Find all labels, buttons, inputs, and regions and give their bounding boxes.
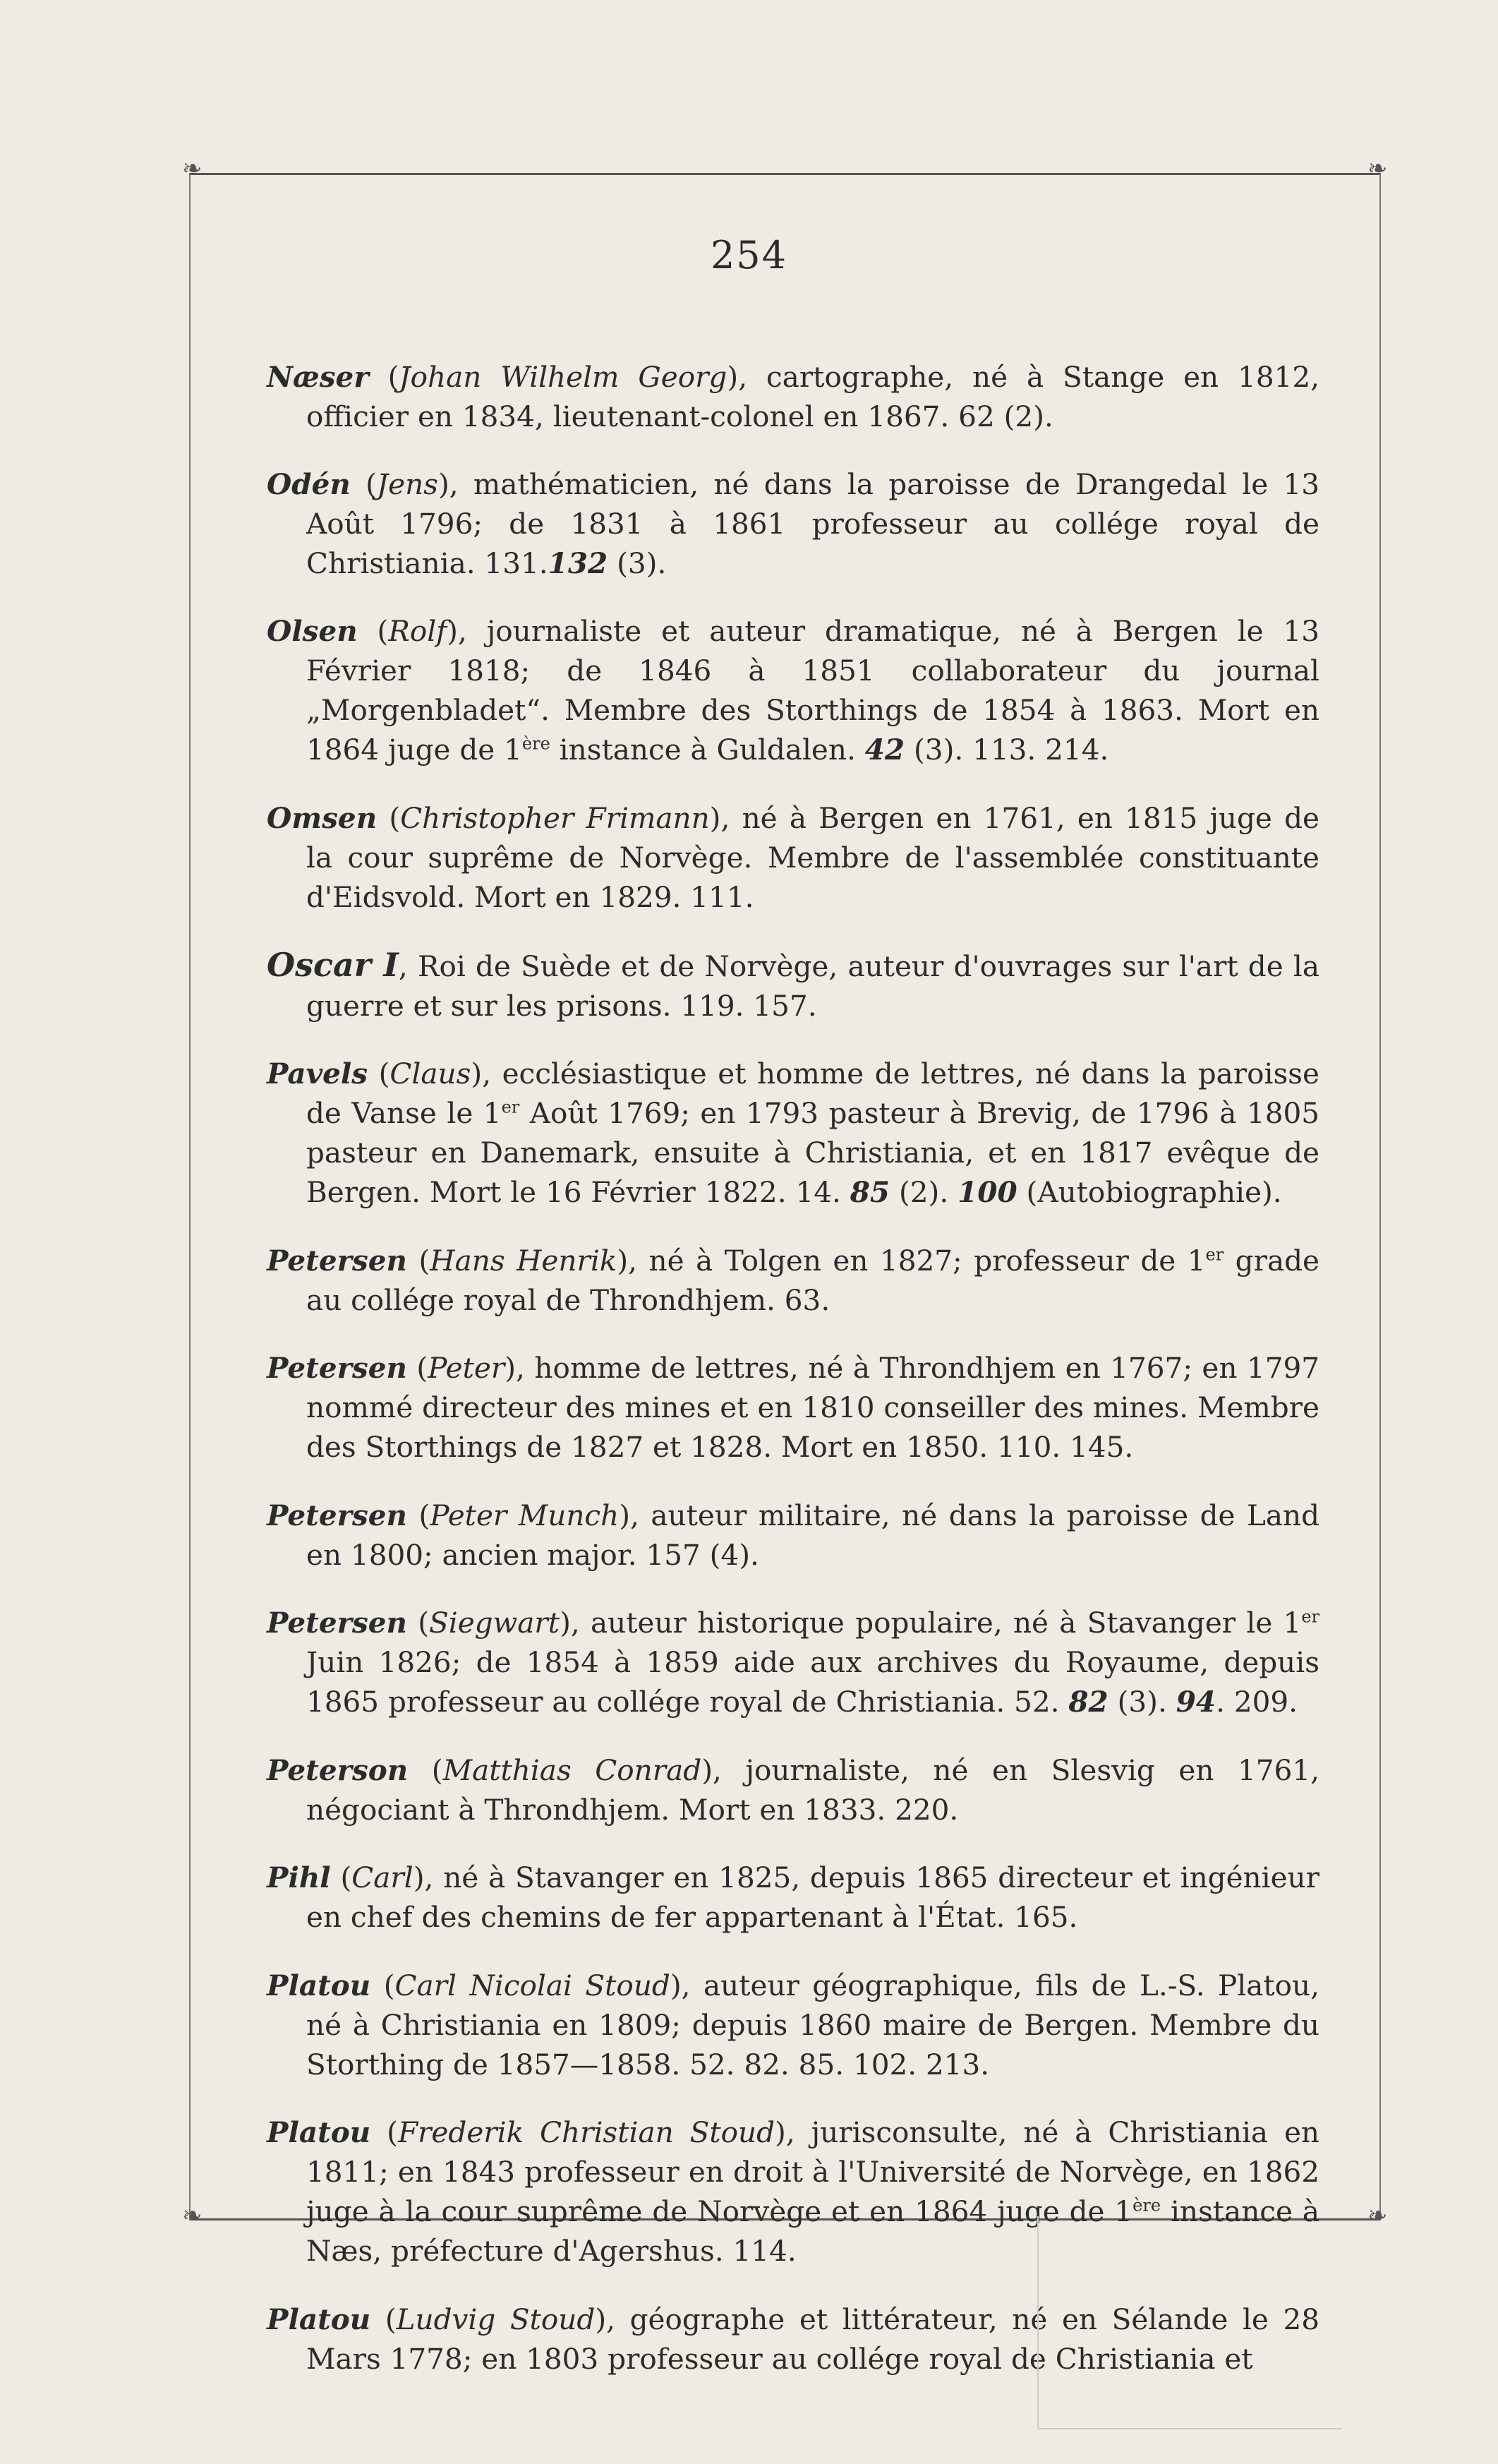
- biographical-entries: [267, 328, 1319, 2391]
- entry-text: né à Bergen en 1761, en 1815 juge de la cour suprême de Norvège. Membre de l'assemblée constituante d'Eidsvold. Mort en 1829. 111.: [306, 800, 1319, 914]
- entry-text-continued: grade au collége royal de Throndhjem. 63.: [306, 1243, 1319, 1317]
- entry: Petersen (Peter), homme de lettres, né à Throndhjem en 1767; en 1797 nommé directeur des mines et en 1810 conseiller des mines. Membre des Storthings de 1827 et 1828. Mort en 1850. 110. 145.: [267, 1351, 1319, 1464]
- page-shadow-tab: [1037, 2216, 1342, 2429]
- entry-given-names: Rolf: [388, 614, 447, 648]
- entry-text-continued: Juin 1826; de 1854 à 1859 aide aux archives du Royaume, depuis 1865 professeur au collége royal de Christiania. 52.: [306, 1645, 1319, 1719]
- entry: Næser (Johan Wilhelm Georg), cartographe, né à Stange en 1812, officier en 1834, lieutenant-colonel en 1867. 62 (2).: [267, 359, 1319, 433]
- entry-reference-bold: 132: [548, 546, 608, 580]
- entry-surname: Pihl: [267, 1861, 331, 1894]
- entry-surname: Pavels: [267, 1057, 368, 1090]
- entry-given-names: Christopher Frimann: [400, 800, 710, 835]
- entry-given-names: Frederik Christian Stoud: [397, 2115, 775, 2149]
- entry-given-names: Johan Wilhelm Georg: [399, 359, 727, 394]
- corner-ornament-bottom-right-icon: ❧: [1367, 2201, 1388, 2230]
- entry-surname: Platou: [267, 2115, 371, 2149]
- entry: Pihl (Carl), né à Stavanger en 1825, depuis 1865 directeur et ingénieur en chef des chemins de fer appartenant à l'État. 165.: [267, 1861, 1319, 1934]
- entry-reference-bold: 85: [850, 1175, 890, 1209]
- entry-surname: Næser: [267, 359, 369, 394]
- entry-given-names: Peter: [428, 1351, 505, 1385]
- entry-given-names: Siegwart: [429, 1606, 560, 1640]
- entry-reference-tail: (3). 113. 214.: [905, 733, 1109, 767]
- entry-surname: Petersen: [267, 1498, 407, 1532]
- entry-given-names: Hans Henrik: [430, 1243, 617, 1278]
- entry-reference-tail: (3).: [1108, 1685, 1176, 1719]
- entry-text: ecclésiastique et homme de lettres, né dans la paroisse de Vanse le 1: [306, 1057, 1319, 1130]
- entry-text: journaliste, né en Slesvig en 1761, négociant à Throndhjem. Mort en 1833. 220.: [306, 1753, 1319, 1827]
- entry: Omsen (Christopher Frimann), né à Bergen en 1761, en 1815 juge de la cour suprême de Norvège. Membre de l'assemblée constituante d'Eidsvold. Mort en 1829. 111.: [267, 800, 1319, 914]
- entry-surname: Peterson: [267, 1753, 409, 1787]
- entry: Petersen (Siegwart), auteur historique populaire, né à Stavanger le 1er Juin 1826; de 1854 à 1859 aide aux archives du Royaume, depuis 1865 professeur au collége royal de Christiania. 52. 82 (3). 94. 209.: [267, 1606, 1319, 1719]
- entry-text: homme de lettres, né à Throndhjem en 1767; en 1797 nommé directeur des mines et en 1810 conseiller des mines. Membre des Storthings de 1827 et 1828. Mort en 1850. 110. 145.: [306, 1351, 1319, 1464]
- entry-reference-tail: (Autobiographie).: [1017, 1175, 1282, 1209]
- entry-superscript: er: [1301, 1606, 1319, 1627]
- entry-reference-tail: . 209.: [1216, 1685, 1298, 1719]
- entry-text: mathématicien, né dans la paroisse de Drangedal le 13 Août 1796; de 1831 à 1861 professeur au collége royal de Christiania. 131.: [306, 467, 1319, 580]
- entry-text: auteur historique populaire, né à Stavanger le 1: [590, 1606, 1302, 1640]
- entry: Peterson (Matthias Conrad), journaliste, né en Slesvig en 1761, négociant à Throndhjem. Mort en 1833. 220.: [267, 1753, 1319, 1827]
- entry-reference-bold: 94: [1176, 1685, 1216, 1719]
- entry: Petersen (Hans Henrik), né à Tolgen en 1827; professeur de 1er grade au collége royal de Throndhjem. 63.: [267, 1243, 1319, 1317]
- entry: Pavels (Claus), ecclésiastique et homme de lettres, né dans la paroisse de Vanse le 1er Août 1769; en 1793 pasteur à Brevig, de 1796 à 1805 pasteur en Danemark, ensuite à Christiania, et en 1817 evêque de Bergen. Mort le 16 Février 1822. 14. 85 (2). 100 (Autobiographie).: [267, 1057, 1320, 1209]
- entry-surname: Petersen: [267, 1606, 407, 1640]
- entry: Oscar I, Roi de Suède et de Norvège, auteur d'ouvrages sur l'art de la guerre et sur les prisons. 119. 157.: [267, 946, 1319, 1023]
- entry-reference-bold: 100: [958, 1175, 1017, 1209]
- entry-text: jurisconsulte, né à Christiania en 1811; en 1843 professeur en droit à l'Université de Norvège, en 1862 juge à la cour suprême de Norvège et en 1864 juge de 1: [306, 2115, 1320, 2228]
- entry-given-names: Matthias Conrad: [442, 1753, 702, 1787]
- entry-superscript: ère: [521, 733, 550, 754]
- entry-reference-tail: (2).: [890, 1175, 958, 1209]
- corner-ornament-top-right-icon: ❧: [1367, 155, 1388, 183]
- entry-reference-bold: 82: [1068, 1685, 1109, 1719]
- entry-reference-tail: (3).: [608, 546, 667, 580]
- entry-text: auteur géographique, fils de L.-S. Platou, né à Christiania en 1809; depuis 1860 maire de Bergen. Membre du Storthing de 1857—1858. 52. 82. 85. 102. 213.: [306, 1968, 1320, 2081]
- entry: Olsen (Rolf), journaliste et auteur dramatique, né à Bergen le 13 Février 1818; de 1846 à 1851 collaborateur du journal „Morgenbladet“. Membre des Storthings de 1854 à 1863. Mort en 1864 juge de 1ère instance à Guldalen. 42 (3). 113. 214.: [267, 614, 1319, 767]
- entry-text: né à Stavanger en 1825, depuis 1865 directeur et ingénieur en chef des chemins de fer appartenant à l'État. 165.: [306, 1861, 1319, 1934]
- entry-surname: Platou: [267, 2302, 371, 2336]
- entry-surname: Petersen: [267, 1243, 407, 1278]
- page-number: 254: [710, 233, 788, 277]
- entry-given-names: Carl Nicolai Stoud: [394, 1968, 670, 2002]
- entry-given-names: Claus: [389, 1057, 471, 1090]
- entry: Petersen (Peter Munch), auteur militaire, né dans la paroisse de Land en 1800; ancien major. 157 (4).: [267, 1498, 1320, 1572]
- entry-given-names: Jens: [376, 467, 438, 501]
- entry-superscript: er: [501, 1097, 520, 1117]
- entry-text-continued: instance à Næs, préfecture d'Agershus. 114.: [306, 2194, 1320, 2268]
- entry-given-names: Carl: [351, 1861, 413, 1894]
- entry-text: journaliste et auteur dramatique, né à Bergen le 13 Février 1818; de 1846 à 1851 collaborateur du journal „Morgenbladet“. Membre des Storthings de 1854 à 1863. Mort en 1864 juge de 1: [306, 614, 1319, 767]
- entry-text: géographe et littérateur, né en Sélande le 28 Mars 1778; en 1803 professeur au collége royal de Christiania et: [306, 2302, 1320, 2376]
- entry-text-continued: instance à Guldalen.: [550, 733, 865, 767]
- entry: Platou (Frederik Christian Stoud), jurisconsulte, né à Christiania en 1811; en 1843 professeur en droit à l'Université de Norvège, en 1862 juge à la cour suprême de Norvège et en 1864 juge de 1ère instance à Næs, préfecture d'Agershus. 114.: [267, 2115, 1320, 2268]
- entry-text: Roi de Suède et de Norvège, auteur d'ouvrages sur l'art de la guerre et sur les prisons. 119. 157.: [306, 949, 1319, 1023]
- entry: Platou (Carl Nicolai Stoud), auteur géographique, fils de L.-S. Platou, né à Christiania en 1809; depuis 1860 maire de Bergen. Membre du Storthing de 1857—1858. 52. 82. 85. 102. 213.: [267, 1968, 1320, 2081]
- entry-reference-bold: 42: [864, 733, 905, 767]
- entry-superscript: er: [1205, 1244, 1224, 1264]
- entry-surname: Petersen: [267, 1351, 407, 1385]
- entry-given-names: Peter Munch: [430, 1498, 620, 1532]
- entry-text: auteur militaire, né dans la paroisse de Land en 1800; ancien major. 157 (4).: [306, 1498, 1320, 1572]
- entry-surname: Odén: [267, 467, 351, 501]
- entry-surname: Olsen: [267, 614, 358, 648]
- entry-text: cartographe, né à Stange en 1812, officier en 1834, lieutenant-colonel en 1867. 62 (2).: [306, 359, 1319, 433]
- entry: Odén (Jens), mathématicien, né dans la paroisse de Drangedal le 13 Août 1796; de 1831 à 1861 professeur au collége royal de Christiania. 131.132 (3).: [267, 467, 1319, 580]
- entry-name: Oscar I: [267, 946, 399, 984]
- entry: Platou (Ludvig Stoud), géographe et littérateur, né en Sélande le 28 Mars 1778; en 1803 professeur au collége royal de Christiania et: [267, 2302, 1320, 2376]
- entry-superscript: ère: [1132, 2195, 1161, 2216]
- entry-text: né à Tolgen en 1827; professeur de 1: [648, 1243, 1206, 1278]
- entry-surname: Omsen: [267, 800, 377, 835]
- entry-given-names: Ludvig Stoud: [396, 2302, 596, 2336]
- corner-ornament-bottom-left-icon: ❧: [182, 2201, 203, 2230]
- entry-text-continued: Août 1769; en 1793 pasteur à Brevig, de 1796 à 1805 pasteur en Danemark, ensuite à Christiania, et en 1817 evêque de Bergen. Mort le 16 Février 1822. 14.: [306, 1096, 1320, 1209]
- entry-surname: Platou: [267, 1968, 371, 2002]
- corner-ornament-top-left-icon: ❧: [182, 155, 203, 183]
